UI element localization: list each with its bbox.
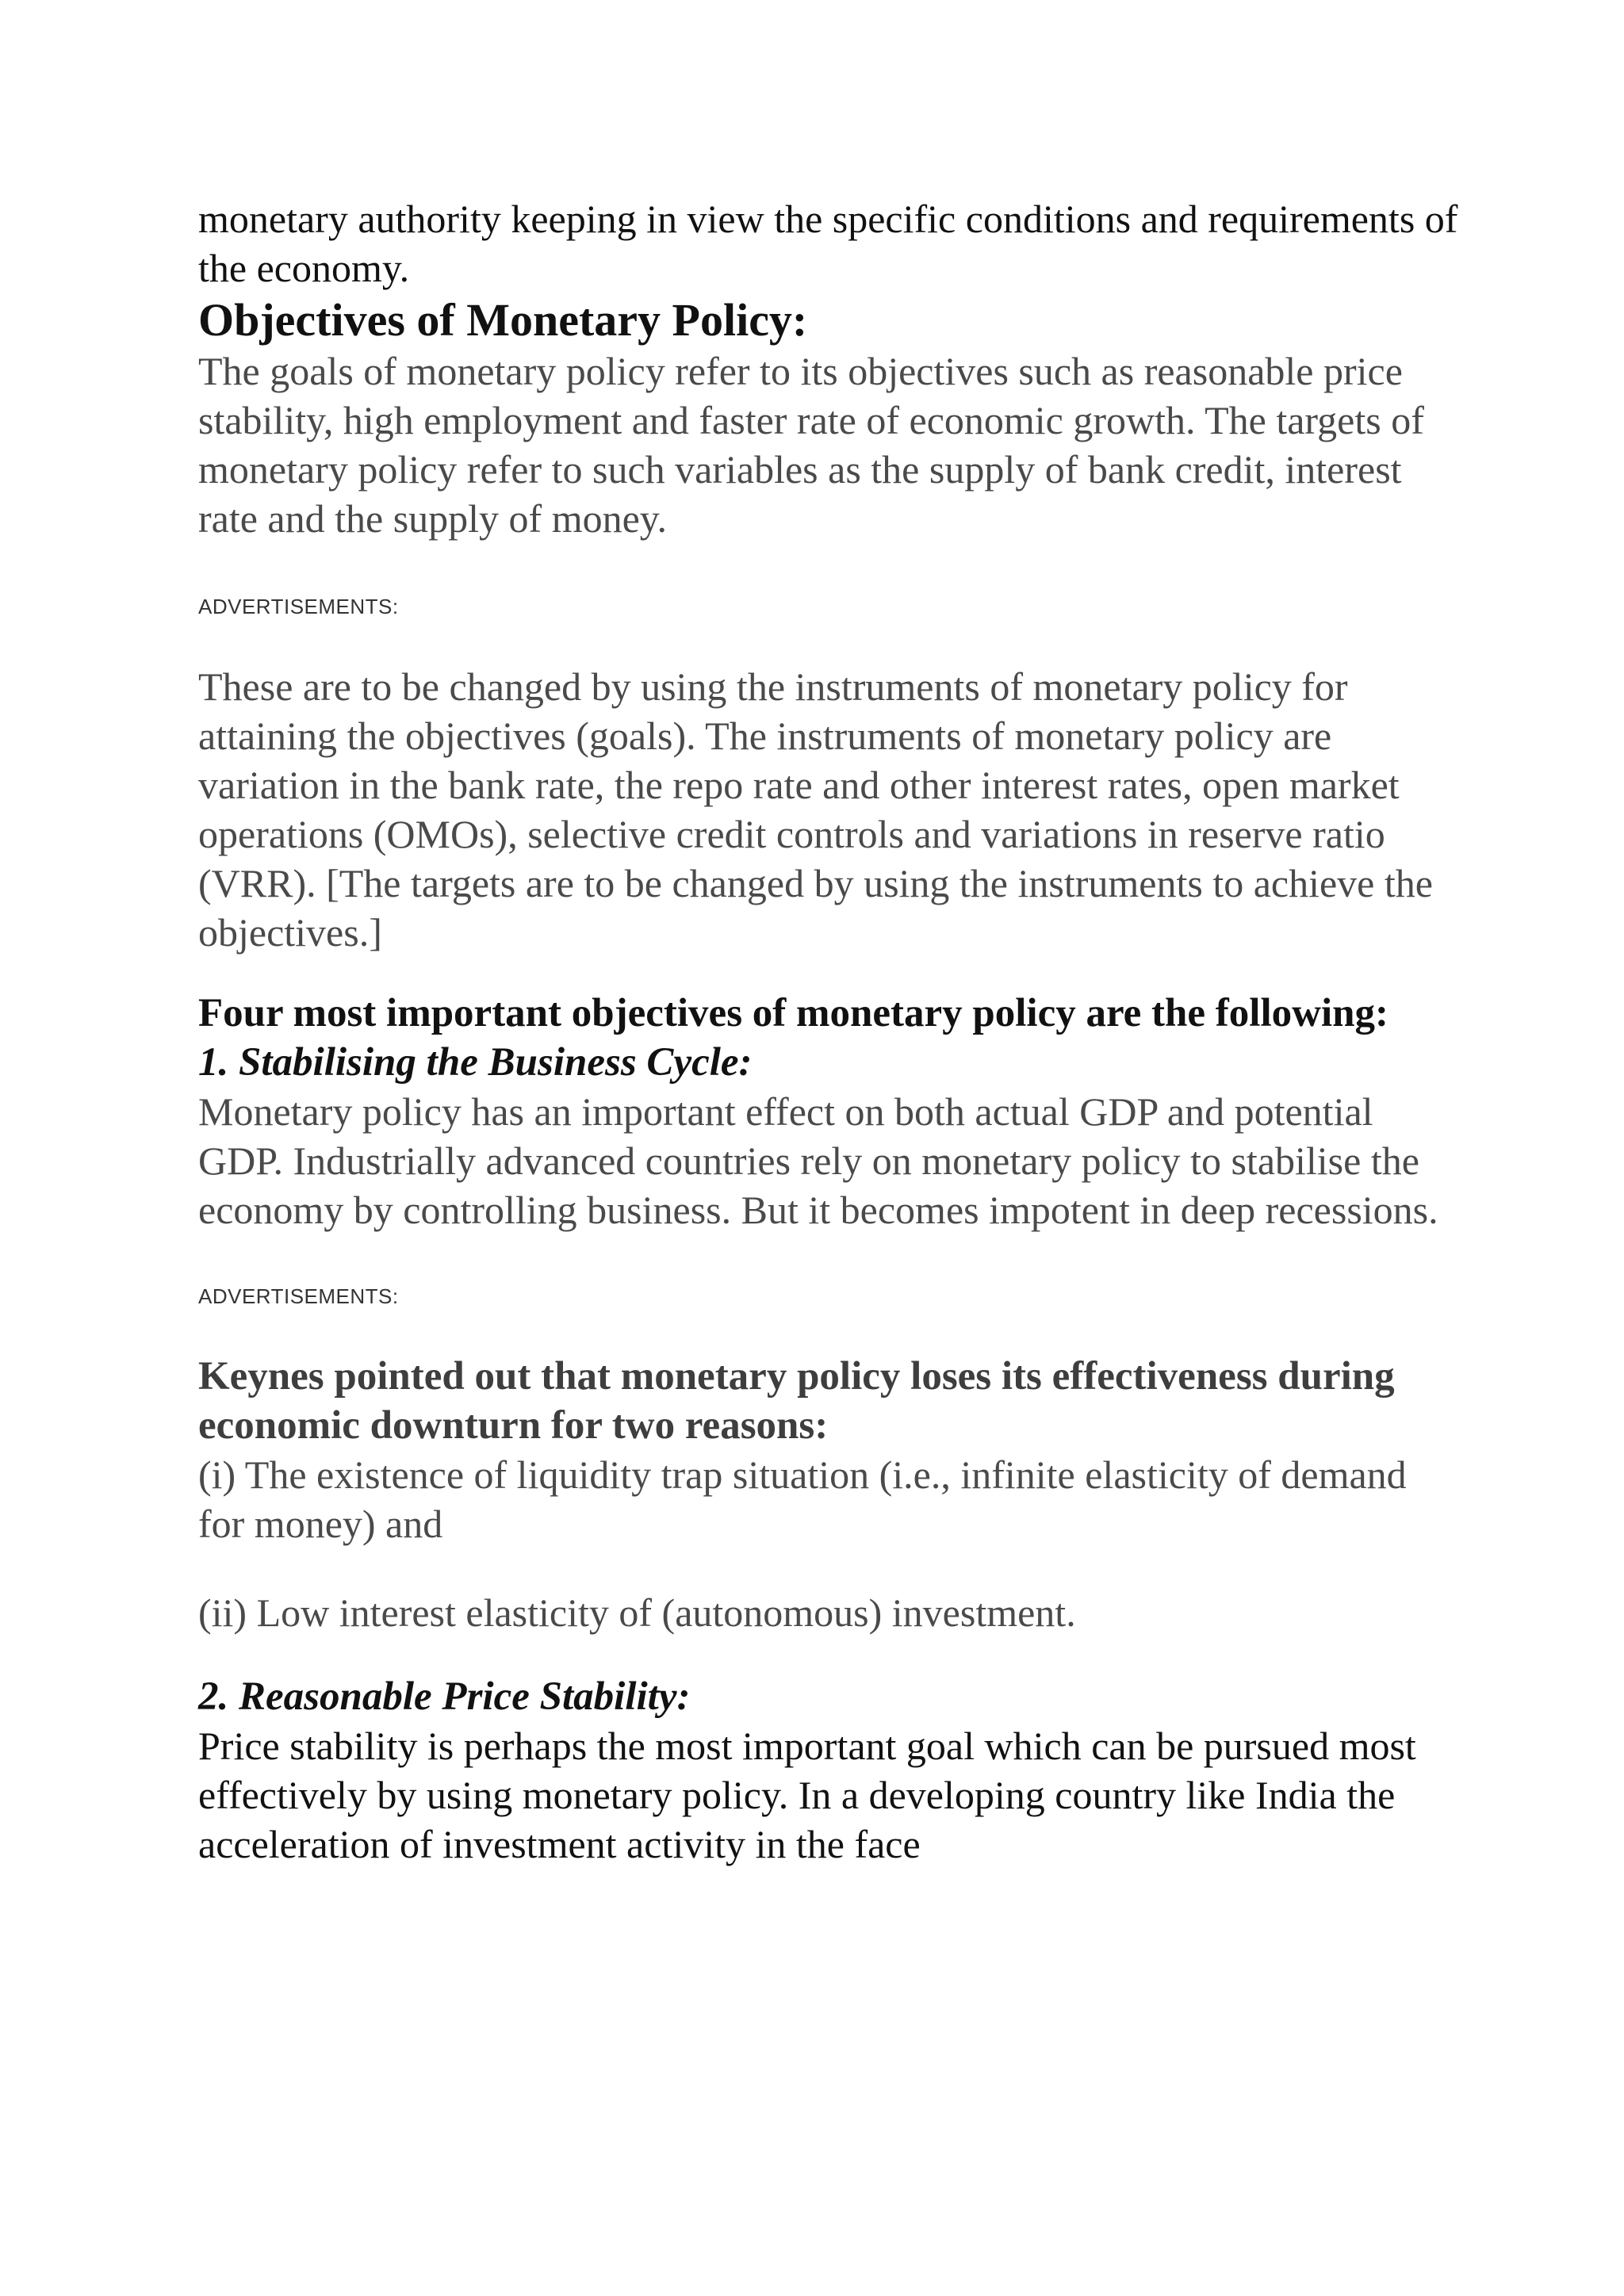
objectives-heading: Objectives of Monetary Policy: bbox=[198, 294, 808, 346]
advertisement-label: ADVERTISEMENTS: bbox=[198, 1284, 399, 1308]
section-2-paragraph: Price stability is perhaps the most important goal which can be pursued most effectively by using monetary policy. In a developing country like India the acceleration of investment activity in the face bbox=[198, 1724, 1416, 1866]
document-page bbox=[198, 194, 1459, 1869]
keynes-heading: Keynes pointed out that monetary policy loses its effectiveness during economic downturn for two reasons: bbox=[198, 1354, 1395, 1448]
four-objectives-heading: Four most important objectives of monetary policy are the following: bbox=[198, 991, 1388, 1035]
reason-2-paragraph: (ii) Low interest elasticity of (autonomous) investment. bbox=[198, 1590, 1076, 1635]
instruments-paragraph: These are to be changed by using the instruments of monetary policy for attaining the objectives (goals). The instruments of monetary policy are variation in the bank rate, the repo rate and other interest rates, open market operations (OMOs), selective credit controls and variations in reserve ratio (VRR). [The targets are to be changed by using the instruments to achieve the objectives.] bbox=[198, 664, 1433, 955]
goals-paragraph: The goals of monetary policy refer to its objectives such as reasonable price stability, high employment and faster rate of economic growth. The targets of monetary policy refer to such variables as the supply of bank credit, interest rate and the supply of money. bbox=[198, 349, 1424, 541]
reason-1-paragraph: (i) The existence of liquidity trap situation (i.e., infinite elasticity of demand for money) and bbox=[198, 1452, 1407, 1546]
advertisement-label: ADVERTISEMENTS: bbox=[198, 595, 399, 618]
intro-paragraph: monetary authority keeping in view the specific conditions and requirements of the economy. bbox=[198, 197, 1458, 290]
section-1-paragraph: Monetary policy has an important effect on both actual GDP and potential GDP. Industrially advanced countries rely on monetary policy to stabilise the economy by controlling business. But it becomes impotent in deep recessions. bbox=[198, 1089, 1438, 1232]
section-2-heading: 2. Reasonable Price Stability: bbox=[198, 1674, 691, 1719]
section-1-heading: 1. Stabilising the Business Cycle: bbox=[198, 1040, 753, 1085]
